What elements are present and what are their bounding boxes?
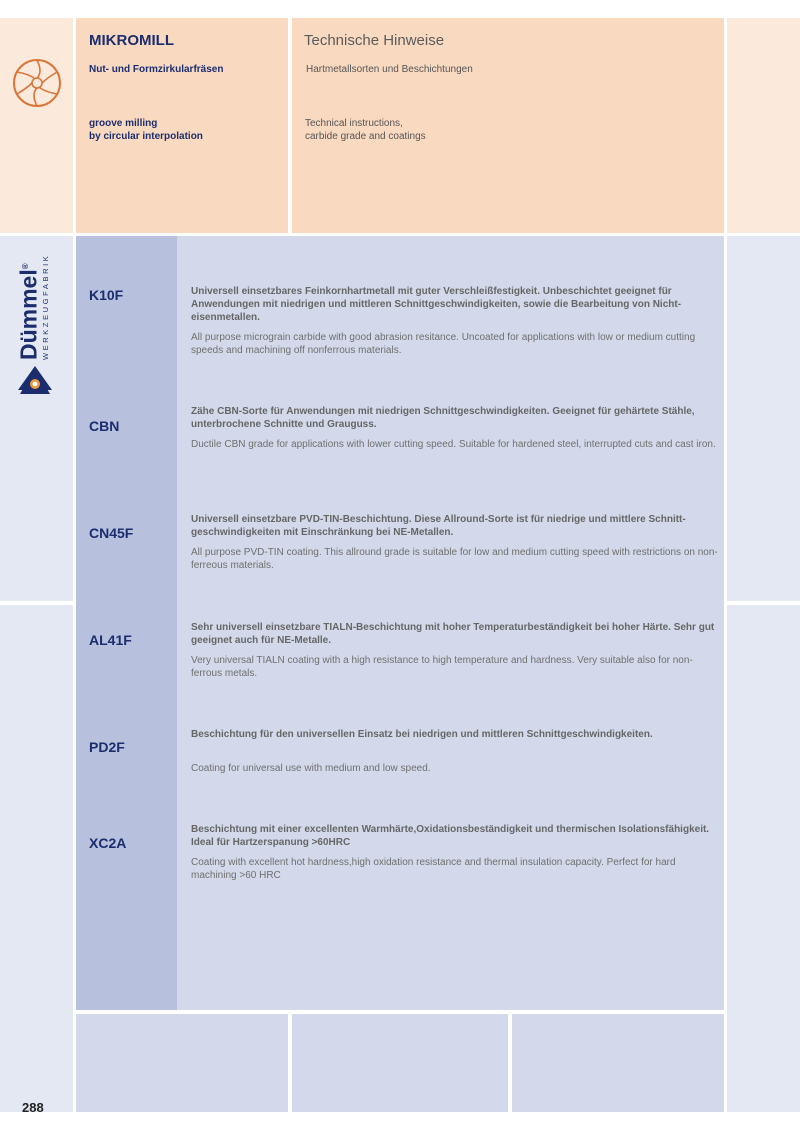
grade-description-en: Coating for universal use with medium and low speed. — [191, 763, 431, 774]
section-subtitle-en-1: Technical instructions, — [305, 118, 403, 129]
grade-description-de: Sehr universell einsetzbare TIALN-Beschichtung mit hoher Temperaturbeständigkeit bei hoher Härte. Sehr gut geeignet auch für NE-Metalle. — [191, 622, 715, 646]
product-subtitle-de: Nut- und Formzirkularfräsen — [89, 64, 224, 75]
grade-description-de: Zähe CBN-Sorte für Anwendungen mit niedrigen Schnittgeschwindigkeiten. Geeignet für gehärtete Stähle, unterbrochene Schnitte und Grauguss. — [191, 406, 695, 430]
grade-description-en: All purpose PVD-TIN coating. This allround grade is suitable for low and medium cutting speed with restrictions on non-ferreous materials. — [191, 547, 718, 571]
product-subtitle-en-1: groove milling — [89, 118, 158, 129]
brand-subtitle: WERKZEUGFABRIK — [40, 253, 50, 360]
grade-column — [76, 236, 177, 1010]
grade-description-cbn — [191, 405, 721, 451]
grade-description-k10f — [191, 285, 721, 357]
grade-code-cbn: CBN — [89, 418, 120, 434]
section-subtitle-de: Hartmetallsorten und Beschichtungen — [306, 64, 473, 75]
footer-panel-3 — [512, 1014, 724, 1112]
product-subtitle-en-2: by circular interpolation — [89, 131, 203, 142]
grade-description-de: Universell einsetzbares Feinkornhartmetall mit guter Verschleißfestigkeit. Unbeschichtet geeignet für Anwendungen mit niedrigen und mittleren Schnittgeschwindigkeiten, sowie die Bearbeitung von Nicht-eisenmetallen. — [191, 286, 682, 323]
section-subtitle-en-2: carbide grade and coatings — [305, 131, 426, 142]
grade-description-de: Universell einsetzbare PVD-TIN-Beschichtung. Diese Allround-Sorte ist für niedrige und mittlere Schnitt-geschwindigkeiten mit Einschränkung bei NE-Metallen. — [191, 514, 686, 538]
grade-description-xc2a — [191, 823, 721, 882]
footer-panel-2 — [292, 1014, 508, 1112]
grade-description-al41f — [191, 621, 721, 680]
grade-code-al41f: AL41F — [89, 632, 132, 648]
grade-description-cn45f — [191, 513, 721, 572]
grade-description-en: Ductile CBN grade for applications with lower cutting speed. Suitable for hardened steel, interrupted cuts and cast iron. — [191, 439, 716, 450]
product-title: MIKROMILL — [89, 32, 174, 49]
brand-name: Dümmel — [15, 269, 42, 360]
brand-registered: ® — [21, 263, 30, 270]
grade-code-pd2f: PD2F — [89, 739, 125, 755]
left-sidebar-lower — [0, 605, 73, 1112]
grade-code-xc2a: XC2A — [89, 835, 127, 851]
triangle-insert-logo-icon — [16, 360, 54, 396]
section-title: Technische Hinweise — [304, 32, 445, 49]
grade-description-en: Coating with excellent hot hardness,high oxidation resistance and thermal insulation capacity. Perfect for hard machining >60 HRC — [191, 857, 676, 881]
grade-description-en: Very universal TIALN coating with a high resistance to high temperature and hardness. Very suitable also for non-ferrous metals. — [191, 655, 693, 679]
grade-code-k10f: K10F — [89, 287, 124, 303]
brand-wordmark — [14, 254, 50, 360]
right-sidebar-lower — [727, 605, 800, 1112]
grade-description-de: Beschichtung für den universellen Einsatz bei niedrigen und mittleren Schnittgeschwindigkeiten. — [191, 729, 653, 740]
grade-code-cn45f: CN45F — [89, 525, 134, 541]
left-header-panel — [0, 18, 73, 233]
grade-description-pd2f — [191, 728, 721, 775]
grade-description-de: Beschichtung mit einer excellenten Warmhärte,Oxidationsbeständigkeit und thermischen Isolationsfähigkeit. Ideal für Hartzerspanung >60HRC — [191, 824, 710, 848]
right-sidebar-upper — [727, 236, 800, 601]
milling-cutter-icon — [12, 58, 62, 108]
grade-description-en: All purpose micrograin carbide with good abrasion resitance. Uncoated for applications with low or medium cutting speeds and machining off nonferrous materials. — [191, 332, 696, 356]
footer-panel-1 — [76, 1014, 288, 1112]
page-number: 288 — [22, 1100, 44, 1115]
right-header-panel — [727, 18, 800, 233]
